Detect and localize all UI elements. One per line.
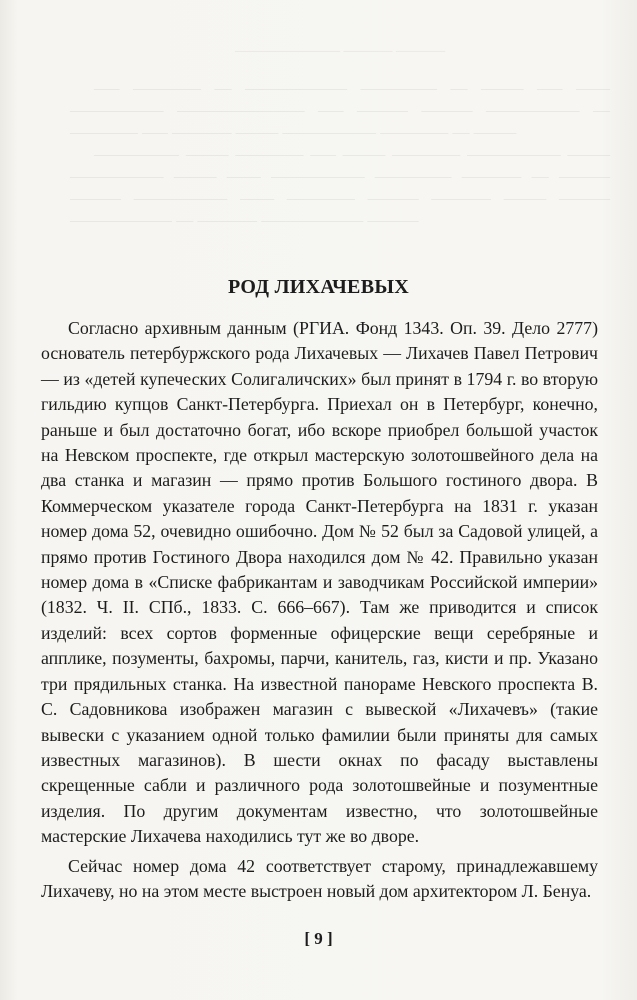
paragraph-1: Согласно архивным данным (РГИА. Фонд 1343. Оп. 39. Дело 2777) основатель петербуржского рода Лихачевых — Лихачев Павел Петрович — из «детей купеческих Солигаличских» был принят в 1794 г. во вторую гильдию купцов Санкт-Петербурга. Приехал он в Петербург, конечно, раньше и был достаточно богат, ибо вскоре приобрел большой участок на Невском проспекте, где открыл мастерскую золотошвейного дела на два станка и магазин — прямо против Большого гостиного двора. В Коммерческом указателе города Санкт-Петербурга на 1831 г. указан номер дома 52, очевидно ошибочно. Дом № 52 был за Садовой улицей, а прямо против Гостиного Двора находился дом № 42. Правильно указан номер дома в «Списке фабрикантам и заводчикам Российской империи» (1832. Ч. II. СПб., 1833. С. 666–667). Там же приводится и список изделий: всех сортов форменные офицерские вещи серебряные и апплике, позументы, бахромы, парчи, канитель, газ, кисти и пр. Указано три прядильных станка. На известной панораме Невского проспекта В. С. Садовникова изображен магазин с вывеской «Лихачевъ» (такие вывески с указанием одной только фамилии были приняты для самых известных магазинов). В шести окнах по фасаду выставлены скрещенные сабли и различного рода золотошвейные и позументные изделия. По другим документам известно, что золотошвейные мастерские Лихачева находились тут же во дворе. [41,318,598,847]
chapter-heading: РОД ЛИХАЧЕВЫХ [227,276,410,298]
show-through-texture: _______________ _______ _______ ___ ________ __ ____________ _________ __ _____ ___ ____ ___________ _______________ ___ ______ ______ ___________ __ ________ ___ _______ _____ ___________ ________ __ _____ __________ _____ ________ ___ _____ ________ ___________ _____ ___________ _____ ____ ___________ _________ _______ __ ______ ______ ___________ ____ ________ ______ _______ _____ ______ ____________ __ _______ ____________ ______ [70,39,610,224]
page-number: [ 9 ] [304,929,333,948]
paragraph-2: Сейчас номер дома 42 соответствует старому, принадлежавшему Лихачеву, но на этом месте выстроен новый дом архитектором Л. Бенуа. [41,855,598,901]
body-text [41,316,598,904]
